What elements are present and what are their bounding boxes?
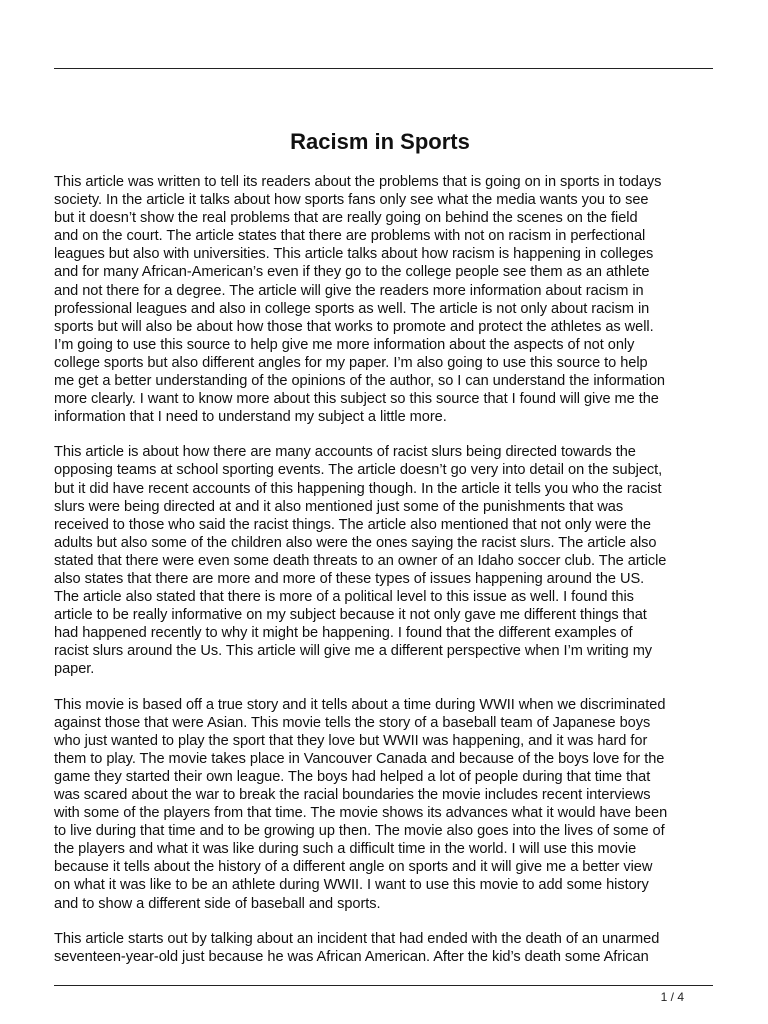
text-line: the players and what it was like during such a difficult time in the world. I will use this movie	[54, 841, 637, 858]
text-line: slurs were being directed at and it also mentioned just some of the punishments that was	[54, 498, 624, 515]
text-line: game they started their own league. The boys had helped a lot of people during that time that	[54, 768, 651, 785]
text-line: had happened recently to why it might be happening. I found that the different examples of	[54, 625, 633, 642]
text-line: and on the court. The article states that there are problems with not on racism in perfectional	[54, 228, 646, 245]
text-line: on what it was like to be an athlete during WWII. I want to use this movie to add some history	[54, 877, 649, 894]
text-line: This movie is based off a true story and it tells about a time during WWII when we discriminated	[54, 696, 666, 713]
text-line: paper.	[54, 661, 95, 678]
text-line: more clearly. I want to know more about this subject so this source that I found will give me the	[54, 391, 659, 408]
text-line: opposing teams at school sporting events. The article doesn’t go very into detail on the subject,	[54, 462, 663, 479]
text-line: me get a better understanding of the opinions of the author, so I can understand the information	[54, 373, 665, 390]
text-line: against those that were Asian. This movie tells the story of a baseball team of Japanese boys	[54, 714, 651, 731]
text-line: stated that there were even some death threats to an owner of an Idaho soccer club. The article	[54, 552, 667, 569]
page-number: 1 / 4	[660, 990, 684, 1004]
text-line: This article is about how there are many accounts of racist slurs being directed towards the	[54, 444, 636, 461]
text-line: article to be really informative on my subject because it not only gave me different things that	[54, 607, 647, 624]
paragraph-3	[54, 696, 714, 913]
text-line: with some of the players from that time. The movie shows its advances what it would have been	[54, 805, 668, 822]
text-line: This article starts out by talking about an incident that had ended with the death of an unarmed	[54, 930, 660, 947]
text-line: because it tells about the history of a different angle on sports and it will give me a better view	[54, 859, 653, 876]
text-line: seventeen-year-old just because he was African American. After the kid’s death some African	[54, 948, 649, 965]
text-line: college sports but also different angles for my paper. I’m also going to use this source to help	[54, 354, 648, 371]
body-text	[54, 173, 714, 983]
paragraph-1	[54, 173, 714, 426]
text-line: society. In the article it talks about how sports fans only see what the media wants you to see	[54, 192, 649, 209]
text-line: racist slurs around the Us. This article will give me a different perspective when I’m writing my	[54, 643, 653, 660]
text-line: them to play. The movie takes place in Vancouver Canada and because of the boys love for the	[54, 750, 665, 767]
paragraph-4	[54, 930, 714, 966]
page-title: Racism in Sports	[290, 129, 470, 154]
text-line: leagues but also with universities. This article talks about how racism is happening in colleges	[54, 246, 654, 263]
text-line: and to show a different side of baseball and sports.	[54, 895, 381, 912]
text-line: but it doesn’t show the real problems that are really going on behind the scenes on the field	[54, 210, 638, 227]
text-line: received to those who said the racist things. The article also mentioned that not only were the	[54, 516, 651, 533]
text-line: sports but will also be about how those that works to promote and protect the athletes as well.	[54, 318, 654, 335]
text-line: who just wanted to play the sport that they love but WWII was happening, and it was hard for	[54, 732, 648, 749]
text-line: was scared about the war to break the racial boundaries the movie includes recent interviews	[54, 787, 651, 803]
text-line: information that I need to understand my subject a little more.	[54, 409, 447, 426]
paragraph-2	[54, 443, 714, 678]
footer-rule	[54, 985, 713, 986]
text-line: I’m going to use this source to help give me more information about the aspects of not only	[54, 336, 635, 353]
text-line: but it did have recent accounts of this happening though. In the article it tells you who the racist	[54, 480, 662, 497]
text-line: also states that there are more and more of these types of issues happening around the US.	[54, 570, 645, 587]
text-line: adults but also some of the children also were the ones saying the racist slurs. The article also	[54, 534, 657, 551]
text-line: This article was written to tell its readers about the problems that is going on in sports in todays	[54, 174, 662, 190]
header-rule	[54, 68, 713, 69]
text-line: and not there for a degree. The article will give the readers more information about racism in	[54, 282, 644, 299]
text-line: and for many African-American’s even if they go to the college people see them as an athlete	[54, 264, 650, 281]
text-line: to live during that time and to be growing up then. The movie also goes into the lives of some of	[54, 823, 665, 840]
text-line: professional leagues and also in college sports as well. The article is not only about racism in	[54, 300, 650, 317]
text-line: The article also stated that there is more of a political level to this issue as well. I found this	[54, 589, 634, 606]
